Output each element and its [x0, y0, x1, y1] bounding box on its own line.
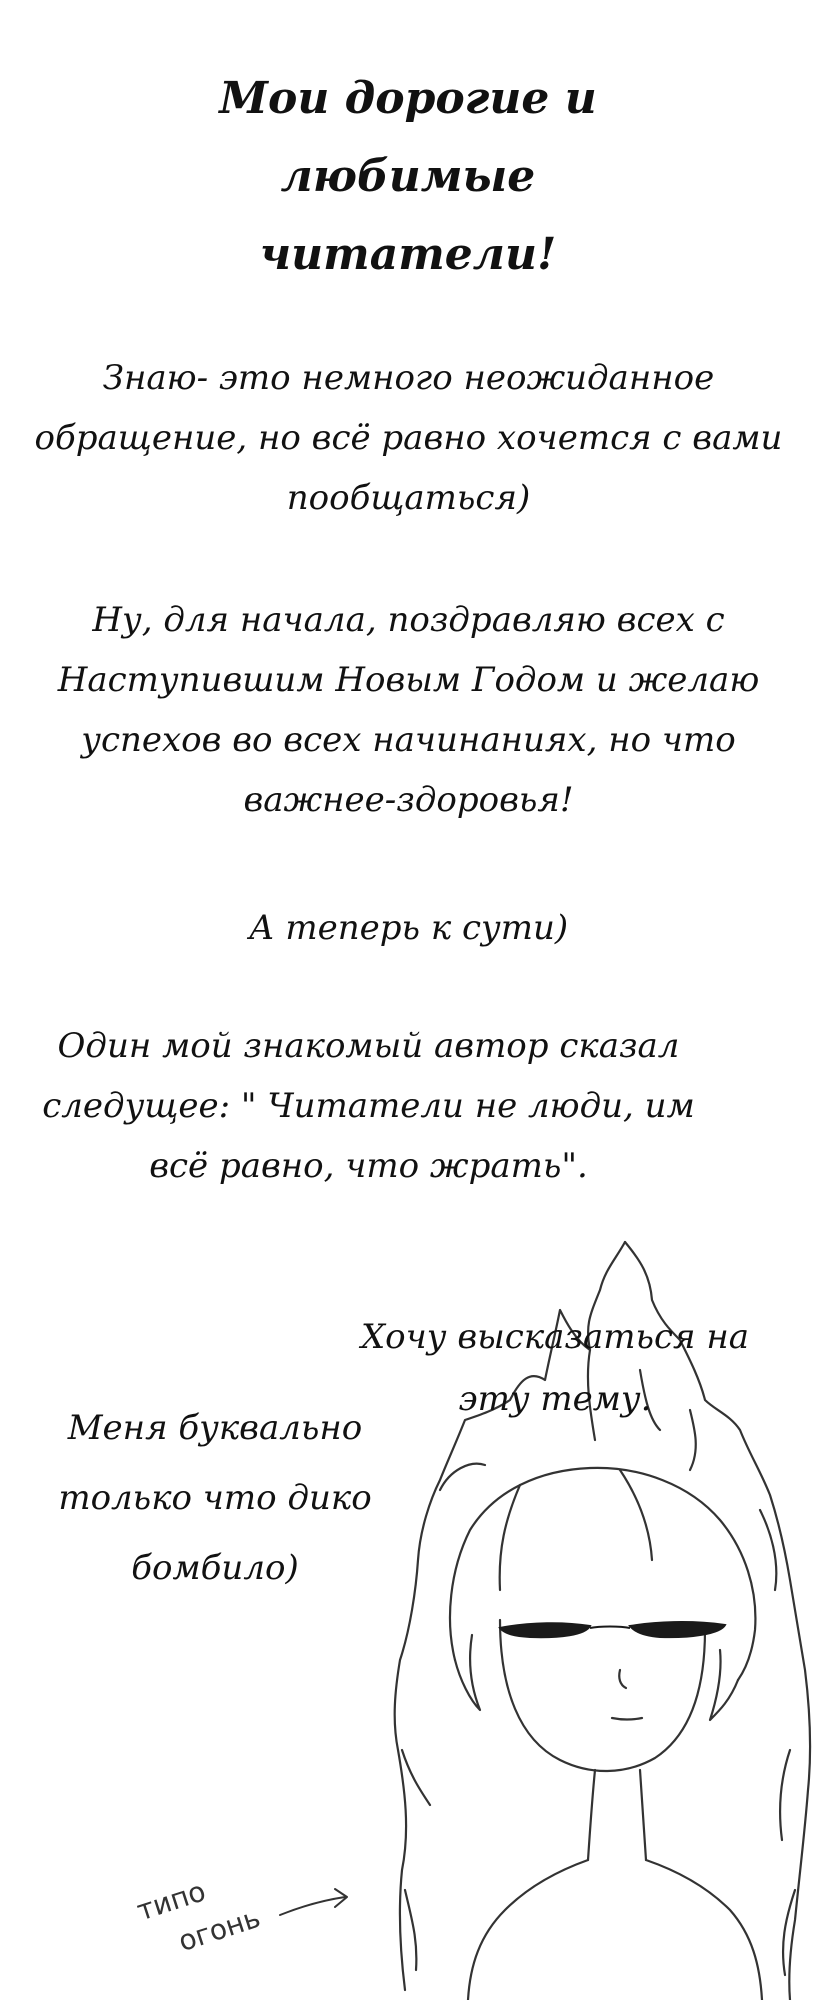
paragraph-greeting [0, 348, 817, 528]
hair [500, 1485, 520, 1590]
speech-bubble-left [35, 1393, 395, 1603]
text-line: успехов во всех начинаниях, но что [81, 720, 736, 760]
arrow-icon [280, 1889, 347, 1915]
title-line: любимые [280, 151, 536, 202]
text-line: важнее-здоровья! [243, 780, 574, 820]
text-line: Ну, для начала, поздравляю всех с [92, 600, 725, 640]
text-line: пообщаться) [286, 478, 531, 518]
text-line: следущее: " Читатели не люди, им [42, 1086, 695, 1126]
shoulders [468, 1860, 588, 2000]
hair [455, 1635, 480, 1710]
text-line: Наступившим Новым Годом и желаю [57, 660, 760, 700]
text-line: обращение, но всё равно хочется с вами [34, 418, 783, 458]
paragraph-new-year [20, 590, 797, 830]
paragraph-quote [20, 1016, 717, 1196]
neck [588, 1770, 595, 1860]
hair [620, 1470, 652, 1560]
flame-tongue [780, 1750, 790, 1840]
flame-tongue [760, 1510, 776, 1590]
text-line: всё равно, что жрать". [149, 1146, 588, 1186]
speech-bubble-right [330, 1306, 780, 1430]
note-line: огонь [174, 1900, 265, 1959]
neck [640, 1770, 646, 1860]
flame-tongue [402, 1750, 430, 1805]
title-line: Мои дорогие и [219, 73, 597, 124]
page-title [108, 60, 708, 294]
flame-tongue [440, 1464, 485, 1490]
hair [450, 1468, 755, 1680]
text-line: эту тему. [458, 1379, 652, 1419]
nose [619, 1670, 626, 1688]
mouth [612, 1718, 642, 1720]
text-line: только что дико [58, 1478, 372, 1518]
text-line: Хочу высказаться на [360, 1317, 750, 1357]
hair [710, 1650, 738, 1720]
sunglasses [500, 1622, 725, 1637]
text-line: бомбило) [131, 1548, 299, 1588]
text-line: Меня буквально [67, 1408, 363, 1448]
flame-tongue [405, 1890, 416, 1970]
note-line: типо [132, 1874, 210, 1928]
fire-note [130, 1855, 370, 1965]
text-line: Знаю- это немного неожиданное [102, 358, 715, 398]
title-line: читатели! [259, 229, 557, 280]
paragraph-to-the-point [0, 898, 817, 958]
text-line: А теперь к сути) [248, 908, 569, 948]
text-line: Один мой знакомый автор сказал [57, 1026, 680, 1066]
shoulders [646, 1860, 762, 2000]
face [500, 1620, 705, 1771]
